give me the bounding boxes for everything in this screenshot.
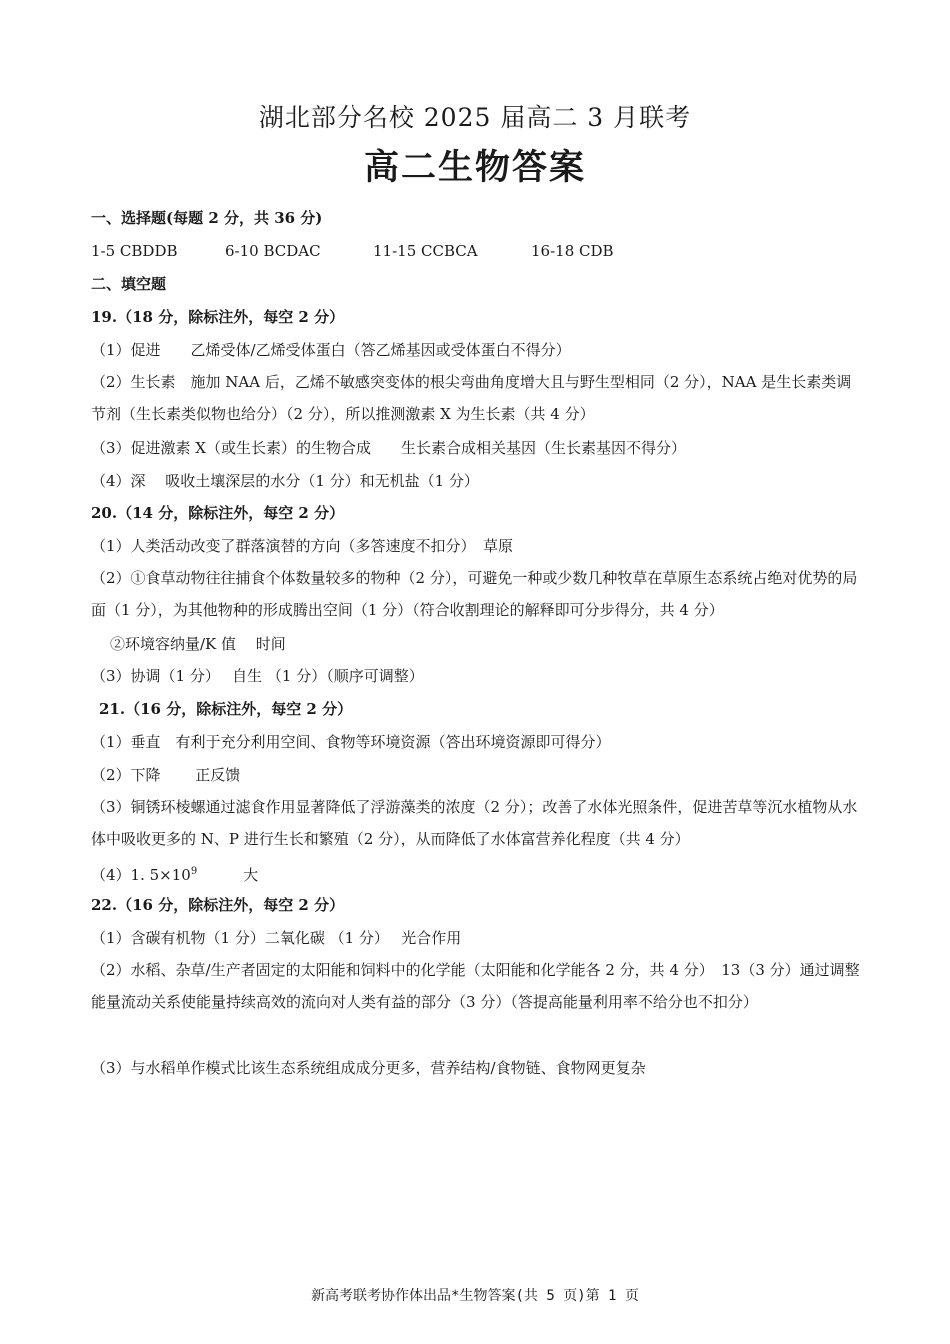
mcq-answer-group: 6-10 BCDAC [225, 242, 321, 260]
q21-answer-1: （1）垂直 有利于充分利用空间、食物等环境资源（答出环境资源即可得分） [91, 733, 611, 751]
q19-answer-2: （2）生长素 施加 NAA 后，乙烯不敏感突变体的根尖弯曲角度增大且与野生型相同（2 分），NAA 是生长素类调节剂（生长素类似物也给分）（2 分），所以推测激素 X 为生长素（共 4 分） [91, 373, 852, 423]
exam-title: 湖北部分名校 2025 届高二 3 月联考 [258, 103, 692, 132]
q21-answer-4-value: （4）1. 5×10 [91, 866, 191, 884]
q22-answer-2: （2）水稻、杂草/生产者固定的太阳能和饲料中的化学能（太阳能和化学能各 2 分，共 4 分） 13（3 分）通过调整能量流动关系使能量持续高效的流向对人类有益的部分（3 分）（答提高能量利用率不给分也不扣分） [91, 961, 860, 1011]
answer-title: 高二生物答案 [363, 148, 586, 188]
q21-answer-4-trend: 大 [243, 866, 259, 884]
q20-answer-1: （1）人类活动改变了群落演替的方向（多答速度不扣分） 草原 [91, 537, 514, 555]
q21-answer-3: （3）铜锈环棱螺通过滤食作用显著降低了浮游藻类的浓度（2 分）；改善了水体光照条件，促进苦草等沉水植物从水体中吸收更多的 N、P 进行生长和繁殖（2 分），从而降低了水体富营养化程度（共 4 分） [91, 798, 858, 848]
q21-heading: 21.（16 分，除标注外，每空 2 分） [99, 700, 353, 718]
mcq-answer-group: 16-18 CDB [531, 242, 614, 260]
q19-answer-3: （3）促进激素 X（或生长素）的生物合成 生长素合成相关基因（生长素基因不得分） [91, 439, 686, 457]
q21-answer-4 [91, 862, 258, 885]
mcq-answer-group: 11-15 CCBCA [373, 242, 478, 260]
q21-answer-4-exponent: 9 [190, 866, 198, 877]
q19-answer-1: （1）促进 乙烯受体/乙烯受体蛋白（答乙烯基因或受体蛋白不得分） [91, 341, 571, 359]
q22-answer-1: （1）含碳有机物（1 分）二氧化碳 （1 分） 光合作用 [91, 929, 462, 947]
q21-answer-2: （2）下降 正反馈 [91, 766, 241, 784]
q19-heading: 19.（18 分，除标注外，每空 2 分） [91, 308, 345, 326]
mcq-answer-group: 1-5 CBDDB [91, 242, 178, 260]
q19-answer-4: （4）深 吸收土壤深层的水分（1 分）和无机盐（1 分） [91, 472, 479, 490]
q20-answer-2b: ②环境容纳量/K 值 时间 [110, 635, 286, 653]
page-footer: 新高考联考协作体出品*生物答案(共 5 页)第 1 页 [311, 1288, 639, 1304]
q20-answer-2: （2）①食草动物往往捕食个体数量较多的物种（2 分），可避免一种或少数几种牧草在草原生态系统占绝对优势的局面（1 分），为其他物种的形成腾出空间（1 分）（符合收割理论的解释即可分步得分，共 4 分） [91, 569, 858, 619]
q22-answer-3: （3）与水稻单作模式比该生态系统组成成分更多，营养结构/食物链、食物网更复杂 [91, 1059, 646, 1077]
q20-heading: 20.（14 分，除标注外，每空 2 分） [91, 504, 345, 522]
mcq-answers [91, 241, 614, 261]
section1-heading: 一、选择题(每题 2 分，共 36 分) [91, 209, 323, 227]
q22-heading: 22.（16 分，除标注外，每空 2 分） [91, 896, 345, 914]
q20-answer-3: （3）协调（1 分） 自生 （1 分）（顺序可调整） [91, 667, 424, 685]
section2-heading: 二、填空题 [91, 275, 167, 293]
